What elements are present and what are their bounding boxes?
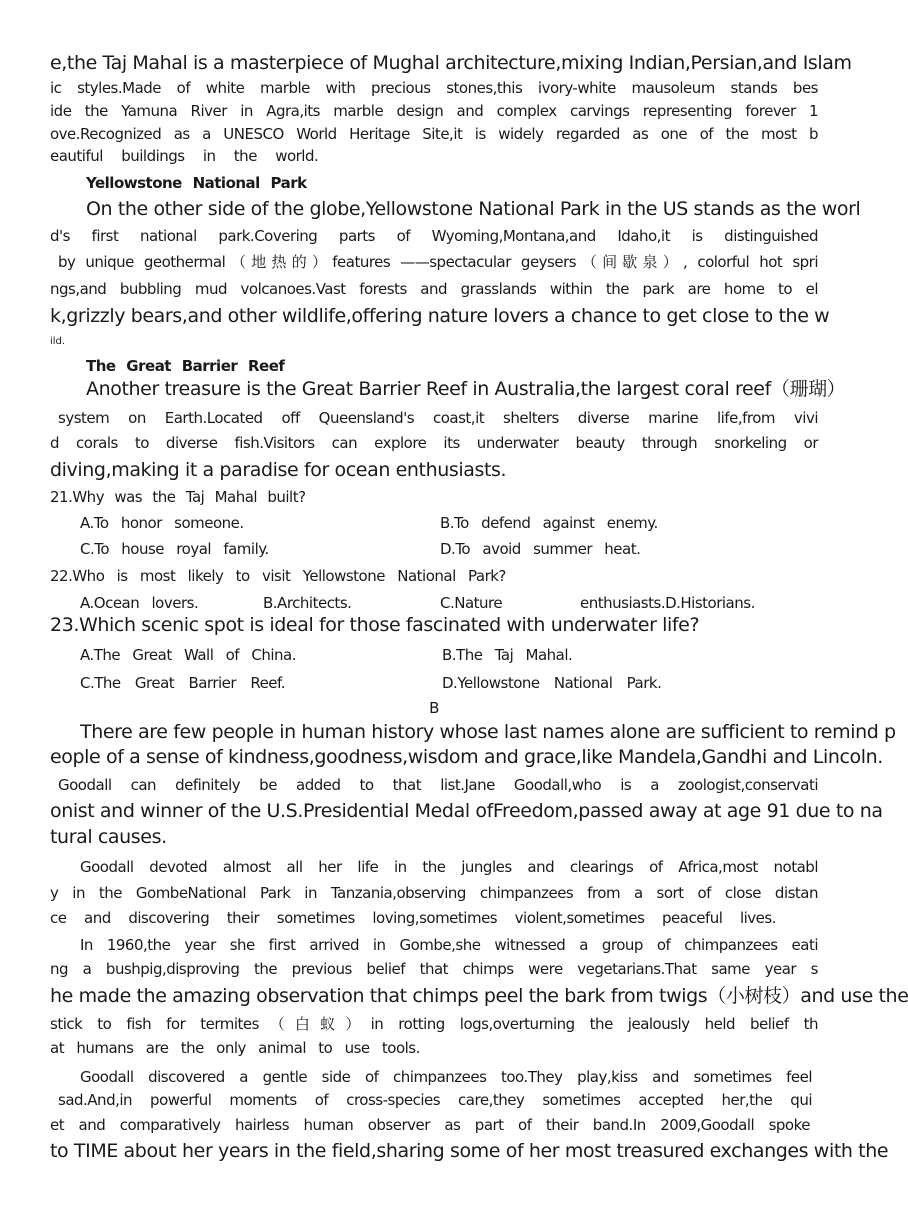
answer-option[interactable]: A.To honor someone. [80, 514, 244, 532]
answer-option[interactable]: B.To defend against enemy. [440, 514, 658, 532]
answer-option[interactable]: B.The Taj Mahal. [442, 646, 573, 664]
section-heading: The Great Barrier Reef [86, 357, 285, 375]
text-line: ide the Yamuna River in Agra,its marble design and complex carvings representing forever 1 [50, 102, 818, 120]
question-stem: 22.Who is most likely to visit Yellowstone National Park? [50, 567, 506, 585]
text-line: Goodall discovered a gentle side of chimpanzees too.They play,kiss and sometimes feel [80, 1068, 812, 1086]
text-line: ove.Recognized as a UNESCO World Heritage Site,it is widely regarded as one of the most b [50, 125, 818, 143]
answer-option[interactable]: B.Architects. [263, 594, 352, 612]
text-line: ic styles.Made of white marble with precious stones,this ivory-white mausoleum stands bes [50, 79, 818, 97]
answer-option[interactable]: C.The Great Barrier Reef. [80, 674, 285, 692]
text-line: ngs,and bubbling mud volcanoes.Vast forests and grasslands within the park are home to el [50, 280, 818, 298]
text-line: On the other side of the globe,Yellowstone National Park in the US stands as the worl [86, 198, 861, 220]
answer-option[interactable]: A.Ocean lovers. [80, 594, 199, 612]
text-line: et and comparatively hairless human observer as part of their band.In 2009,Goodall spoke [50, 1116, 810, 1134]
section-heading: Yellowstone National Park [86, 174, 307, 192]
text-line: he made the amazing observation that chimps peel the bark from twigs（小树枝）and use the [50, 985, 908, 1007]
text-line: Goodall can definitely be added to that list.Jane Goodall,who is a zoologist,conservati [58, 776, 818, 794]
text-line: system on Earth.Located off Queensland's coast,it shelters diverse marine life,from vivi [58, 409, 818, 427]
text-line: diving,making it a paradise for ocean enthusiasts. [50, 459, 507, 481]
text-line: ng a bushpig,disproving the previous belief that chimps were vegetarians.That same year s [50, 960, 818, 978]
text-line: sad.And,in powerful moments of cross-species care,they sometimes accepted her,the qui [58, 1091, 812, 1109]
answer-option[interactable]: D.To avoid summer heat. [440, 540, 641, 558]
text-line: to TIME about her years in the field,sharing some of her most treasured exchanges with the [50, 1140, 889, 1162]
text-line: e,the Taj Mahal is a masterpiece of Mughal architecture,mixing Indian,Persian,and Islam [50, 52, 852, 74]
text-line: ild. [50, 336, 66, 347]
answer-option[interactable]: C.Nature [440, 594, 503, 612]
text-line: There are few people in human history whose last names alone are sufficient to remind p [80, 721, 896, 743]
text-line: at humans are the only animal to use tools. [50, 1039, 420, 1057]
text-line: In 1960,the year she first arrived in Gombe,she witnessed a group of chimpanzees eati [80, 936, 818, 954]
answer-option[interactable]: D.Yellowstone National Park. [442, 674, 662, 692]
answer-option[interactable]: A.The Great Wall of China. [80, 646, 296, 664]
answer-option[interactable]: C.To house royal family. [80, 540, 269, 558]
text-line: y in the GombeNational Park in Tanzania,observing chimpanzees from a sort of close distan [50, 884, 818, 902]
text-line: by unique geothermal（地热的）features ——spectacular geysers（间歇泉）, colorful hot spri [58, 253, 818, 271]
text-line: eautiful buildings in the world. [50, 147, 319, 165]
text-line: Another treasure is the Great Barrier Reef in Australia,the largest coral reef（珊瑚） [86, 378, 846, 400]
text-line: k,grizzly bears,and other wildlife,offering nature lovers a chance to get close to the w [50, 305, 830, 327]
text-line: stick to fish for termites（白蚁）in rotting logs,overturning the jealously held belief th [50, 1015, 818, 1033]
text-line: d's first national park.Covering parts of Wyoming,Montana,and Idaho,it is distinguished [50, 227, 818, 245]
section-label: B [429, 699, 439, 717]
question-stem: 21.Why was the Taj Mahal built? [50, 488, 306, 506]
text-line: tural causes. [50, 826, 167, 848]
answer-option[interactable]: enthusiasts.D.Historians. [580, 594, 755, 612]
text-line: ce and discovering their sometimes loving,sometimes violent,sometimes peaceful lives. [50, 909, 776, 927]
text-line: onist and winner of the U.S.Presidential Medal ofFreedom,passed away at age 91 due to na [50, 800, 883, 822]
text-line: eople of a sense of kindness,goodness,wisdom and grace,like Mandela,Gandhi and Lincoln. [50, 746, 883, 768]
question-stem: 23.Which scenic spot is ideal for those fascinated with underwater life? [50, 614, 700, 636]
text-line: Goodall devoted almost all her life in the jungles and clearings of Africa,most notabl [80, 858, 818, 876]
text-line: d corals to diverse fish.Visitors can explore its underwater beauty through snorkeling or [50, 434, 818, 452]
